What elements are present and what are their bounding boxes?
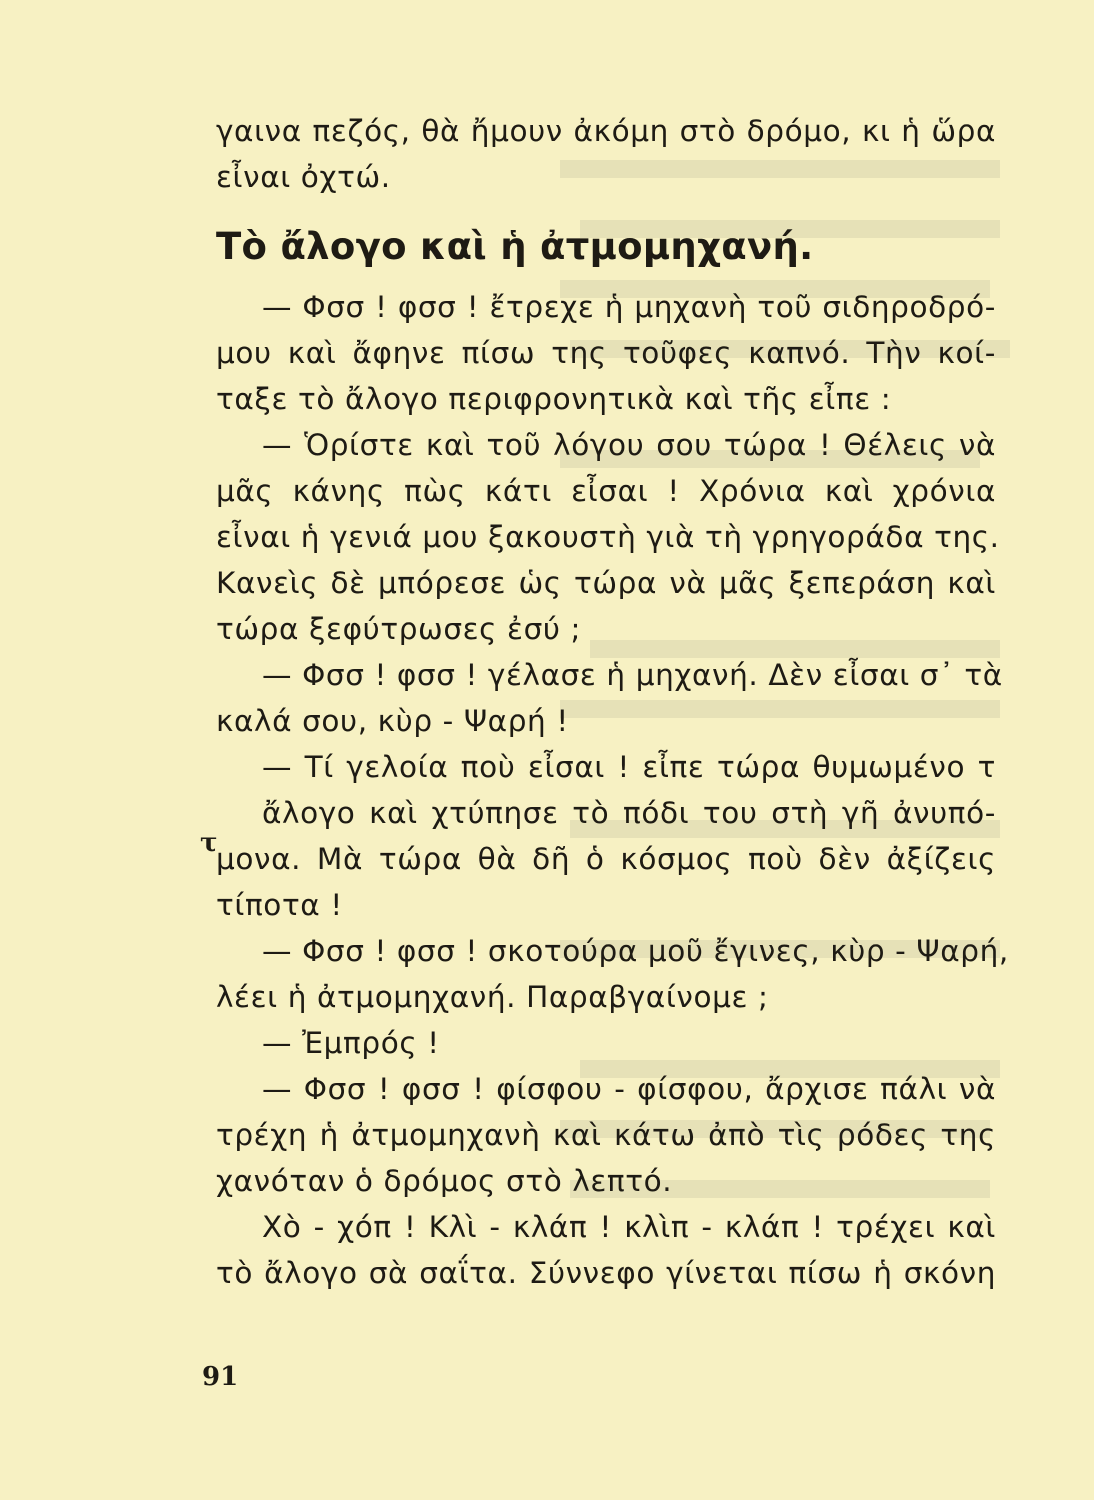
body-line-11: — Τί γελοία ποὺ εἶσαι ! εἶπε τώρα θυμωμένο τ [262, 750, 996, 784]
page-text [216, 108, 1009, 1296]
body-line-10: καλά σου, κὺρ - Ψαρή ! [216, 704, 569, 738]
body-line-12: ἄλογο καὶ χτύπησε τὸ πόδι του στὴ γῆ ἀνυπό- [262, 796, 996, 830]
body-line-5: μᾶς κάνης πὼς κάτι εἶσαι ! Χρόνια καὶ χρόνια [216, 474, 996, 508]
body-line-8: τώρα ξεφύτρωσες ἐσύ ; [216, 612, 582, 646]
body-line-21: Χὸ - χόπ ! Κλὶ - κλάπ ! κλὶπ - κλάπ ! τρέχει καὶ [262, 1210, 996, 1244]
body-line-15: — Φσσ ! φσσ ! σκοτούρα μοῦ ἔγινες, κὺρ - Ψαρή, [262, 934, 1009, 968]
body-line-17: — Ἐμπρός ! [262, 1026, 440, 1060]
body-line-1: — Φσσ ! φσσ ! ἔτρεχε ἡ μηχανὴ τοῦ σιδηροδρό- [262, 290, 996, 324]
text-line-1: γαινα πεζός, θὰ ἤμουν ἀκόμη στὸ δρόμο, κι ἡ ὥρα [216, 114, 996, 148]
body-line-22: τὸ ἄλογο σὰ σαΐτα. Σύννεφο γίνεται πίσω ἡ σκόνη [216, 1256, 996, 1290]
body-line-13: μονα. Μὰ τώρα θὰ δῆ ὁ κόσμος ποὺ δὲν ἀξίζεις [216, 842, 996, 876]
text-line-2: εἶναι ὀχτώ. [216, 160, 391, 194]
body-line-6: εἶναι ἡ γενιά μου ξακουστὴ γιὰ τὴ γρηγοράδα της. [216, 520, 1000, 554]
body-line-16: λέει ἡ ἀτμομηχανή. Παραβγαίνομε ; [216, 980, 769, 1014]
body-line-9: — Φσσ ! φσσ ! γέλασε ἡ μηχανή. Δὲν εἶσαι σ᾽ τὰ [262, 658, 1003, 692]
body-line-4: — Ὁρίστε καὶ τοῦ λόγου σου τώρα ! Θέλεις νὰ [262, 428, 996, 462]
body-line-2: μου καὶ ἄφηνε πίσω της τοῦφες καπνό. Τὴν κοί- [216, 336, 996, 370]
body-line-19: τρέχη ἡ ἀτμομηχανὴ καὶ κάτω ἀπὸ τὶς ρόδες της [216, 1118, 996, 1152]
body-line-14: τίποτα ! [216, 888, 343, 922]
margin-mark: τ [200, 828, 218, 858]
page-number: 91 [202, 1362, 239, 1392]
body-line-18: — Φσσ ! φσσ ! φίσφου - φίσφου, ἄρχισε πάλι νὰ [262, 1072, 996, 1106]
body-line-3: ταξε τὸ ἄλογο περιφρονητικὰ καὶ τῆς εἶπε : [216, 382, 892, 416]
body-line-7: Κανεὶς δὲ μπόρεσε ὡς τώρα νὰ μᾶς ξεπεράση καὶ [216, 566, 996, 600]
section-heading: Τὸ ἄλογο καὶ ἡ ἀτμομηχανή. [216, 225, 814, 268]
body-line-20: χανόταν ὁ δρόμος στὸ λεπτό. [216, 1164, 673, 1198]
